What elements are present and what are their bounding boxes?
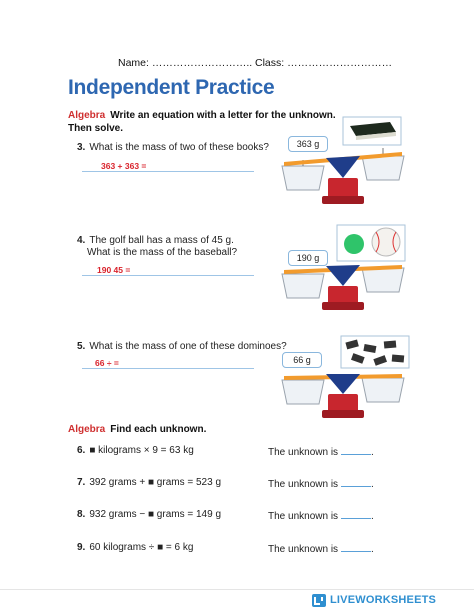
question-3	[77, 142, 269, 154]
answer-line	[82, 275, 254, 276]
answer-3[interactable]: 363 + 363 =	[101, 161, 147, 171]
weight-label: 363 g	[288, 136, 328, 152]
liveworksheets-logo-icon	[312, 594, 326, 607]
question-4	[77, 235, 234, 247]
weight-label: 190 g	[288, 250, 328, 266]
question-number: 5.	[77, 341, 86, 352]
instruction-line1: Write an equation with a letter for the unknown.	[110, 110, 336, 121]
unknown-answer-7: The unknown is .	[268, 479, 374, 490]
unknown-label: The unknown is	[268, 511, 339, 522]
class-field-label: Class: …………………………	[255, 57, 393, 69]
unknown-answer-8: The unknown is .	[268, 511, 374, 522]
question-7	[77, 477, 221, 489]
equation: 392 grams + ■ grams = 523 g	[89, 477, 222, 488]
question-number: 7.	[77, 477, 86, 488]
section1-instruction	[68, 110, 336, 121]
question-6	[77, 445, 194, 457]
unknown-label: The unknown is	[268, 544, 339, 555]
answer-blank[interactable]	[341, 445, 371, 455]
question-number: 3.	[77, 142, 86, 153]
answer-blank[interactable]	[341, 542, 371, 552]
question-9	[77, 542, 193, 554]
question-5	[77, 341, 287, 353]
unknown-label: The unknown is	[268, 447, 339, 458]
page-title: Independent Practice	[68, 76, 275, 99]
answer-blank[interactable]	[341, 509, 371, 519]
equation: 932 grams − ■ grams = 149 g	[89, 509, 222, 520]
algebra-tag: Algebra	[68, 110, 106, 121]
dominoes-image	[340, 335, 410, 369]
golf-ball-and-baseball-image	[336, 224, 406, 262]
question-number: 9.	[77, 542, 86, 553]
answer-5[interactable]: 66 ÷ =	[95, 358, 119, 368]
question-text-line1: The golf ball has a mass of 45 g.	[89, 235, 234, 246]
book-image	[342, 116, 402, 146]
question-text: What is the mass of two of these books?	[89, 142, 269, 153]
section2-instruction	[68, 424, 206, 435]
answer-blank[interactable]	[341, 477, 371, 487]
equation: 60 kilograms ÷ ■ = 6 kg	[89, 542, 194, 553]
question-text-line2: What is the mass of the baseball?	[87, 247, 238, 258]
name-field-label: Name: ………………………..	[118, 57, 253, 69]
answer-line	[82, 171, 254, 172]
question-number: 4.	[77, 235, 86, 246]
unknown-label: The unknown is	[268, 479, 339, 490]
question-number: 6.	[77, 445, 86, 456]
weight-label: 66 g	[282, 352, 322, 368]
algebra-tag: Algebra	[68, 424, 106, 435]
answer-4[interactable]: 190 45 =	[97, 265, 131, 275]
equation: ■ kilograms × 9 = 63 kg	[89, 445, 194, 456]
question-number: 8.	[77, 509, 86, 520]
answer-line	[82, 368, 254, 369]
unknown-answer-9: The unknown is .	[268, 544, 374, 555]
question-text: What is the mass of one of these dominoes?	[89, 341, 287, 352]
question-8	[77, 509, 221, 521]
instruction-line2: Then solve.	[68, 123, 124, 134]
instruction: Find each unknown.	[110, 424, 207, 435]
footer-divider	[0, 589, 474, 590]
unknown-answer-6: The unknown is .	[268, 447, 374, 458]
footer-brand[interactable]: LIVEWORKSHEETS	[330, 594, 437, 606]
